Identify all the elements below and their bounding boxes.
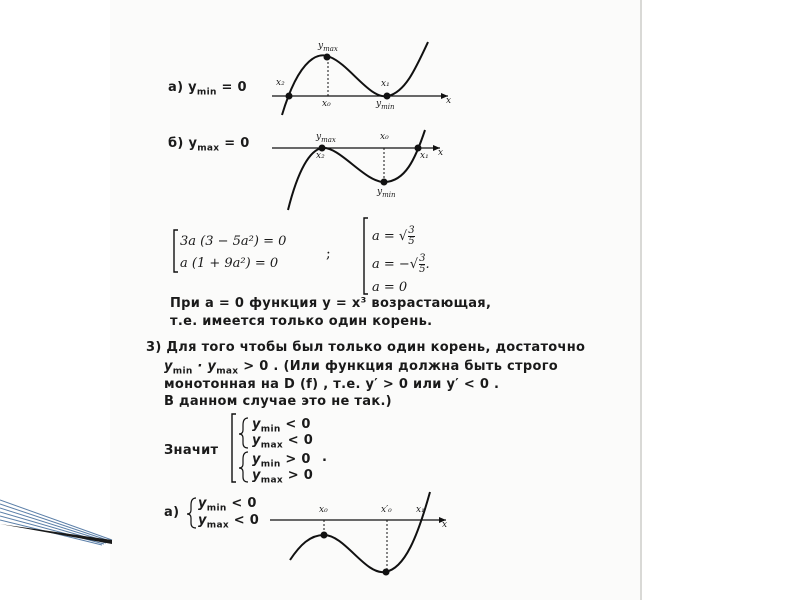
znachit-row1: $y_{min} < 0$ [252, 417, 311, 435]
graph-a-label: а) $y_{min} = 0$ [168, 80, 247, 98]
graph-c-x1-label: x₁ [416, 505, 425, 515]
graph-a-x2-label: x₂ [276, 78, 285, 88]
graph-b-x2-label: x₂ [316, 151, 325, 161]
graph-c-x0prime-label: x′₀ [381, 505, 392, 515]
graph-b-axis-label: x [438, 148, 444, 158]
graph-c-axis-label: x [442, 520, 448, 530]
graph-b-label: б) $y_{max} = 0$ [168, 136, 250, 154]
graph-a-x1-label: x₁ [381, 79, 390, 89]
graph-b-x1-label: x₁ [420, 151, 429, 161]
system-right-row3: a = 0 [372, 280, 408, 295]
system-separator: ; [326, 246, 331, 262]
graph-a-x0-label: x₀ [322, 99, 331, 109]
graph-c-row2: $y_{max} < 0$ [198, 513, 260, 531]
graph-c-row1: $y_{min} < 0$ [198, 496, 257, 514]
graph-c-label: а) [164, 505, 180, 520]
znachit-row4: $y_{max} > 0$ [252, 468, 314, 486]
text2-line4: В данном случае это не так.) [164, 394, 392, 409]
graph-b-x0-label: x₀ [380, 132, 389, 142]
text1-line1: При a = 0 функция y = x³ возрастающая, [170, 296, 492, 311]
text1-line2: т.е. имеется только один корень. [170, 314, 433, 329]
znachit-row2: $y_{max} < 0$ [252, 433, 314, 451]
text2-line2: $y_{min} \cdot y_{max} > 0$ . (Или функция должна быть строго [164, 359, 559, 377]
znachit-dot: . [322, 450, 328, 465]
graph-b-ymax-label: $y_{max}$ [316, 132, 336, 144]
graph-c-x0-label: x₀ [319, 505, 328, 515]
text2-line3: монотонная на D (f) , т.е. y′ > 0 или y′ < 0 . [164, 377, 500, 392]
graph-b-ymin-label: $y_{min}$ [377, 187, 396, 199]
graph-a-ymin-label: $y_{min}$ [376, 99, 395, 111]
system-right-row1: a = √ $\frac{3}{5}$ [372, 225, 415, 247]
system-right-row2: a = −√ $\frac{3}{5}$ . [372, 253, 430, 275]
graph-a-ymax-label: $y_{max}$ [318, 41, 338, 53]
znachit-word: Значит [164, 443, 219, 458]
text2-line1: 3) Для того чтобы был только один корень, достаточно [146, 340, 586, 355]
system-left-row1: 3a (3 − 5a²) = 0 [180, 234, 287, 249]
system-left-row2: a (1 + 9a²) = 0 [180, 256, 279, 271]
znachit-row3: $y_{min} > 0$ [252, 452, 311, 470]
graph-a-axis-label: x [446, 96, 452, 106]
